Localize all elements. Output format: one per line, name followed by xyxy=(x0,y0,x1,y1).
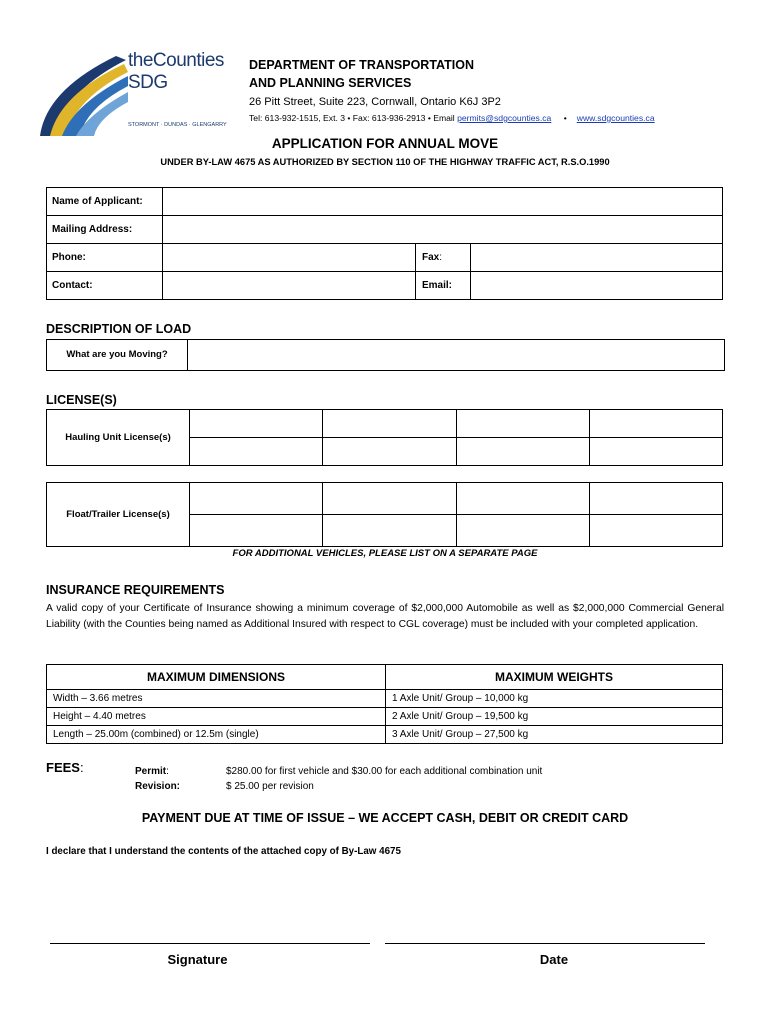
table-row xyxy=(47,410,723,438)
limits-table xyxy=(46,664,723,744)
table-row xyxy=(47,272,723,300)
logo-text: theCounties SDG xyxy=(128,50,224,93)
signature-label: Signature xyxy=(167,952,228,967)
load-box xyxy=(46,339,725,371)
fax-label: Fax: xyxy=(416,244,471,272)
fee-labels xyxy=(135,764,180,794)
license-cell[interactable] xyxy=(456,410,589,438)
license-cell[interactable] xyxy=(190,515,323,547)
logo-subtext: STORMONT · DUNDAS · GLENGARRY xyxy=(128,122,227,128)
department-name: DEPARTMENT OF TRANSPORTATION AND PLANNING SERVICES xyxy=(249,58,474,90)
table-row xyxy=(47,726,723,744)
mailing-field[interactable] xyxy=(163,216,723,244)
weight-value: 2 Axle Unit/ Group – 19,500 kg xyxy=(386,708,723,726)
website-link[interactable]: www.sdgcounties.ca xyxy=(576,113,655,123)
declaration: I declare that I understand the contents of the attached copy of By-Law 4675 xyxy=(46,846,401,857)
table-row xyxy=(47,708,723,726)
revision-label: Revision: xyxy=(135,781,181,792)
dim-value: Length – 25.00m (combined) or 12.5m (single) xyxy=(47,726,386,744)
load-heading: DESCRIPTION OF LOAD xyxy=(46,322,192,336)
address: 26 Pitt Street, Suite 223, Cornwall, Ontario K6J 3P2 xyxy=(249,96,501,108)
weight-value: 3 Axle Unit/ Group – 27,500 kg xyxy=(386,726,723,744)
hauling-license-table xyxy=(46,409,723,466)
sdg-logo xyxy=(36,50,246,138)
dim-value: Width – 3.66 metres xyxy=(47,690,386,708)
license-cell[interactable] xyxy=(190,438,323,466)
additional-vehicles-note: FOR ADDITIONAL VEHICLES, PLEASE LIST ON A SEPARATE PAGE xyxy=(232,548,538,559)
insurance-text: A valid copy of your Certificate of Insurance showing a minimum coverage of $2,000,000 Automobile as well as $2,000,000 Commercial General Liability (with the Counties being named as Additional Insured with respect to CGL coverage) must be included with your completed application. xyxy=(46,603,724,630)
name-label: Name of Applicant: xyxy=(47,188,163,216)
float-label: Float/Trailer License(s) xyxy=(47,483,190,547)
license-cell[interactable] xyxy=(589,515,722,547)
email-field[interactable] xyxy=(471,272,723,300)
table-row xyxy=(47,244,723,272)
license-cell[interactable] xyxy=(589,438,722,466)
moving-label: What are you Moving? xyxy=(47,340,188,370)
dims-heading: MAXIMUM DIMENSIONS xyxy=(47,665,386,690)
license-cell[interactable] xyxy=(190,483,323,515)
date-label: Date xyxy=(539,952,569,967)
page-subtitle: UNDER BY-LAW 4675 AS AUTHORIZED BY SECTION 110 OF THE HIGHWAY TRAFFIC ACT, R.S.O.1990 xyxy=(160,157,610,167)
license-cell[interactable] xyxy=(456,483,589,515)
contact-field[interactable] xyxy=(163,272,416,300)
email-label: Email: xyxy=(416,272,471,300)
float-license-table xyxy=(46,482,723,547)
revision-fee: $ 25.00 per revision xyxy=(226,781,314,792)
table-row xyxy=(47,188,723,216)
name-field[interactable] xyxy=(163,188,723,216)
insurance-heading: INSURANCE REQUIREMENTS xyxy=(46,583,225,597)
payment-notice: PAYMENT DUE AT TIME OF ISSUE – WE ACCEPT CASH, DEBIT OR CREDIT CARD xyxy=(141,811,629,825)
moving-field[interactable] xyxy=(188,340,724,370)
table-row xyxy=(47,690,723,708)
mailing-label: Mailing Address: xyxy=(47,216,163,244)
phone-field[interactable] xyxy=(163,244,416,272)
contact-label: Contact: xyxy=(47,272,163,300)
table-row xyxy=(47,665,723,690)
licenses-heading: LICENSE(S) xyxy=(46,393,117,407)
fee-values xyxy=(226,764,542,794)
permit-fee: $280.00 for first vehicle and $30.00 for each additional combination unit xyxy=(226,766,543,777)
applicant-table xyxy=(46,187,723,300)
contact-line: Tel: 613-932-1515, Ext. 3 • Fax: 613-936-2913 • Email permits@sdgcounties.ca • www.sdgcounties.ca xyxy=(249,113,655,123)
license-cell[interactable] xyxy=(323,483,456,515)
table-row xyxy=(47,216,723,244)
license-cell[interactable] xyxy=(323,438,456,466)
email-link[interactable]: permits@sdgcounties.ca xyxy=(457,113,552,123)
license-cell[interactable] xyxy=(323,515,456,547)
license-cell[interactable] xyxy=(589,410,722,438)
page-title: APPLICATION FOR ANNUAL MOVE xyxy=(271,136,499,151)
weight-value: 1 Axle Unit/ Group – 10,000 kg xyxy=(386,690,723,708)
signature-line[interactable] xyxy=(50,943,370,944)
license-cell[interactable] xyxy=(323,410,456,438)
license-cell[interactable] xyxy=(456,515,589,547)
phone-label: Phone: xyxy=(47,244,163,272)
fees-heading: FEES: xyxy=(46,760,84,775)
table-row xyxy=(47,483,723,515)
date-line[interactable] xyxy=(385,943,705,944)
weights-heading: MAXIMUM WEIGHTS xyxy=(386,665,723,690)
permit-label: Permit: xyxy=(135,766,169,777)
license-cell[interactable] xyxy=(190,410,323,438)
license-cell[interactable] xyxy=(589,483,722,515)
dim-value: Height – 4.40 metres xyxy=(47,708,386,726)
fax-field[interactable] xyxy=(471,244,723,272)
license-cell[interactable] xyxy=(456,438,589,466)
hauling-label: Hauling Unit License(s) xyxy=(47,410,190,466)
